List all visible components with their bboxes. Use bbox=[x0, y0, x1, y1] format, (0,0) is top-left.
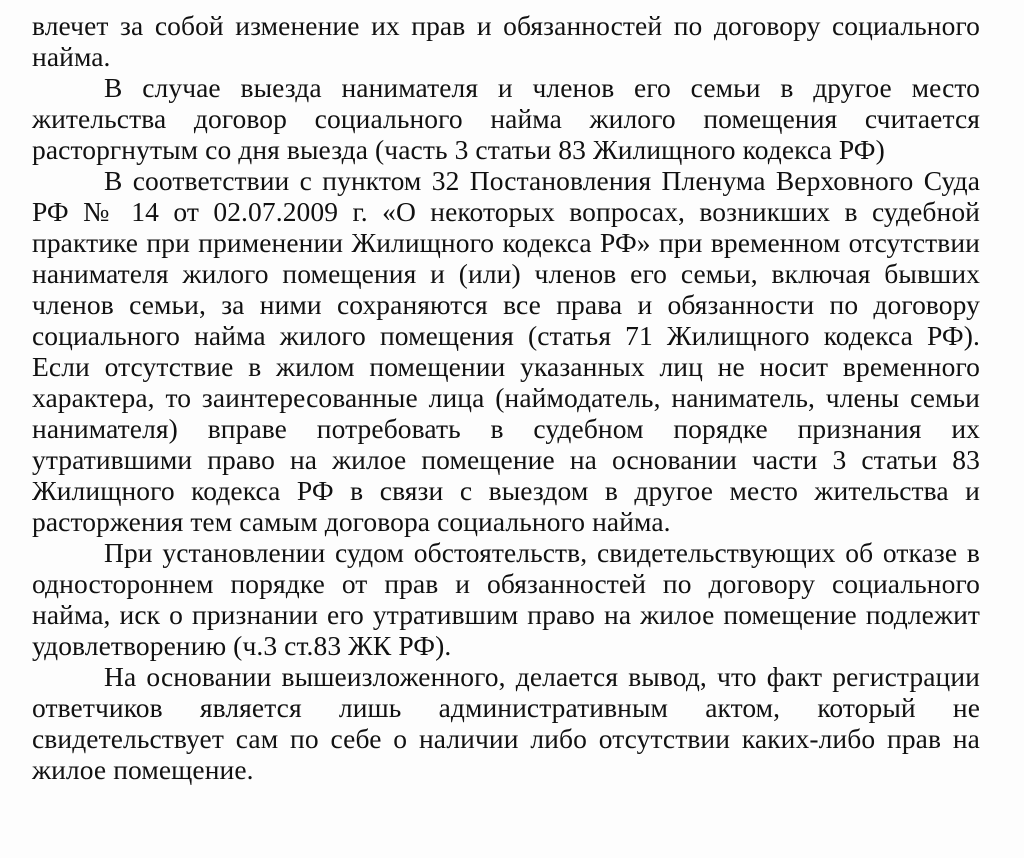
paragraph-continuation: влечет за собой изменение их прав и обязанностей по договору социального найма. bbox=[32, 10, 980, 72]
paragraph-court-findings: При установлении судом обстоятельств, свидетельствующих об отказе в одностороннем порядке от прав и обязанностей по договору социального найма, иск о признании его утратившим право на жилое помещение подлежит удовлетворению (ч.3 ст.83 ЖК РФ). bbox=[32, 537, 980, 661]
paragraph-plenum-resolution: В соответствии с пунктом 32 Постановления Пленума Верховного Суда РФ № 14 от 02.07.2009 г. «О некоторых вопросах, возникших в судебной практике при применении Жилищного кодекса РФ» при временном отсутствии нанимателя жилого помещения и (или) членов его семьи, включая бывших членов семьи, за ними сохраняются все права и обязанности по договору социального найма жилого помещения (статья 71 Жилищного кодекса РФ). Если отсутствие в жилом помещении указанных лиц не носит временного характера, то заинтересованные лица (наймодатель, наниматель, члены семьи нанимателя) вправе потребовать в судебном порядке признания их утратившими право на жилое помещение на основании части 3 статьи 83 Жилищного кодекса РФ в связи с выездом в другое место жительства и расторжения тем самым договора социального найма. bbox=[32, 165, 980, 537]
paragraph-conclusion: На основании вышеизложенного, делается вывод, что факт регистрации ответчиков является лишь административным актом, который не свидетельствует сам по себе о наличии либо отсутствии каких-либо прав на жилое помещение. bbox=[32, 661, 980, 785]
paragraph-departure: В случае выезда нанимателя и членов его семьи в другое место жительства договор социального найма жилого помещения считается расторгнутым со дня выезда (часть 3 статьи 83 Жилищного кодекса РФ) bbox=[32, 72, 980, 165]
